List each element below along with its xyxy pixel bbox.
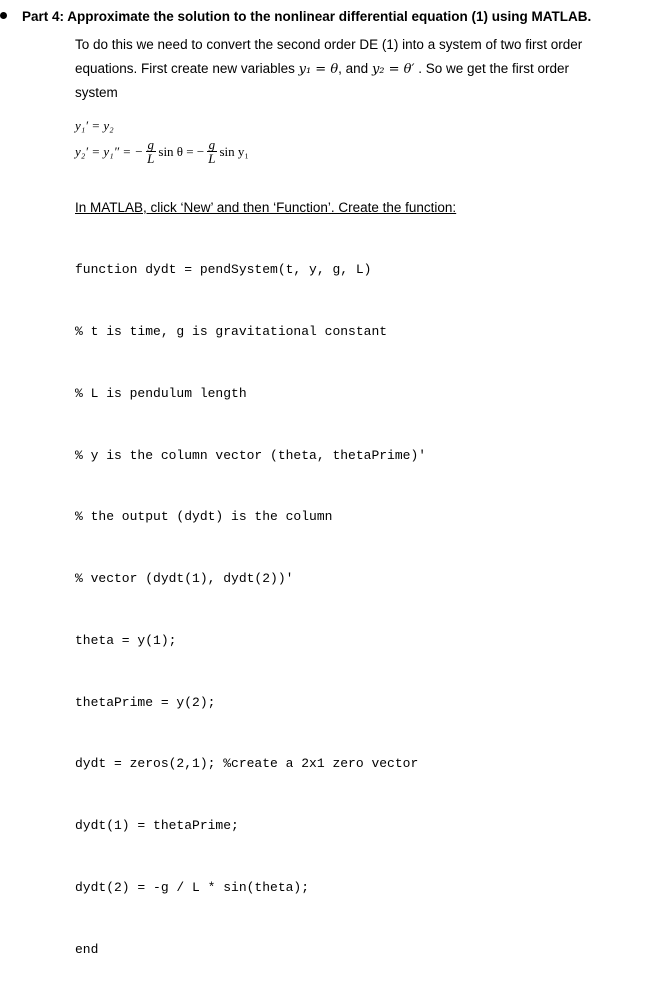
- code-line: % the output (dydt) is the column: [75, 509, 333, 525]
- code-line: % t is time, g is gravitational constant: [75, 323, 388, 339]
- variable-y1: y₁ = θ: [298, 61, 339, 77]
- fraction-numerator: g: [147, 137, 155, 152]
- paragraph-line-2-a: equations. First create new variables: [75, 60, 299, 76]
- sin-theta: sin θ = −: [158, 143, 205, 159]
- paragraph-line-3: system: [75, 85, 118, 100]
- matlab-code-block: [75, 219, 426, 981]
- fraction-denominator: L: [147, 151, 155, 166]
- fraction-g-over-L-2: [206, 138, 217, 165]
- paragraph-line-1: To do this we need to convert the second order DE (1) into a system of two first order: [75, 37, 583, 52]
- code-line: dydt = zeros(2,1); %create a 2x1 zero vector: [75, 756, 419, 772]
- code-line: function dydt = pendSystem(t, y, g, L): [75, 262, 372, 278]
- equation-1: y₁′ = y₂: [75, 118, 114, 133]
- fraction-denominator: L: [208, 151, 216, 166]
- paragraph-line-2-c: . So we get the first order: [414, 60, 570, 76]
- sin-y1: sin y₁: [219, 143, 249, 159]
- code-line: theta = y(1);: [75, 632, 177, 648]
- equation-2-lhs: y₂′ = y₁″ = −: [75, 143, 144, 159]
- paragraph-line-2: [75, 57, 655, 82]
- code-line: % L is pendulum length: [75, 385, 247, 401]
- part-heading: Part 4: Approximate the solution to the nonlinear differential equation (1) using MATLAB.: [22, 9, 592, 24]
- code-line: dydt(2) = -g / L * sin(theta);: [75, 880, 310, 895]
- paragraph-line-2-b: , and: [338, 60, 372, 76]
- variable-y2: y₂ = θ′: [371, 61, 415, 77]
- code-line: thetaPrime = y(2);: [75, 694, 216, 710]
- code-line: % vector (dydt(1), dydt(2))': [75, 571, 294, 587]
- bullet-marker: [0, 12, 7, 19]
- intro-paragraph: [75, 33, 655, 105]
- equation-2: [75, 138, 249, 165]
- code-line: dydt(1) = thetaPrime;: [75, 818, 239, 834]
- code-line: end: [75, 941, 99, 957]
- code-line: % y is the column vector (theta, thetaPrime)': [75, 447, 427, 463]
- matlab-instruction: In MATLAB, click ‘New’ and then ‘Function’. Create the function:: [75, 200, 457, 215]
- fraction-g-over-L-1: [145, 138, 156, 165]
- fraction-numerator: g: [208, 137, 216, 152]
